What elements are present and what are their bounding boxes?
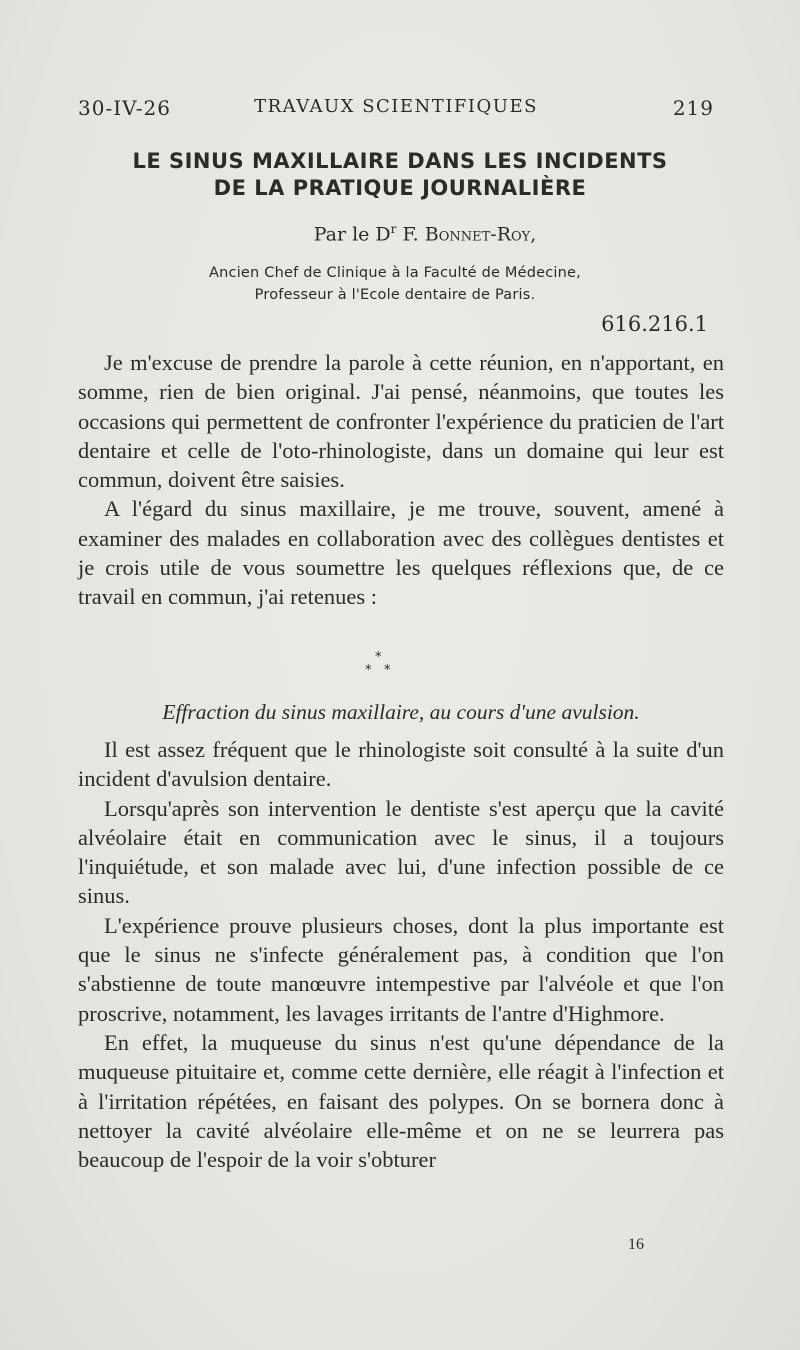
author-affiliation (80, 262, 710, 306)
page-number: 219 (672, 96, 714, 120)
asterism-star: * (365, 663, 372, 678)
affiliation-line-2: Professeur à l'Ecole dentaire de Paris. (254, 287, 536, 303)
section-text (78, 735, 724, 1174)
paragraph: Il est assez fréquent que le rhinologiste soit consulté à la suite d'un incident d'avulsion dentaire. (78, 737, 724, 792)
paragraph: Je m'excuse de prendre la parole à cette réunion, en n'apportant, en somme, rien de bien original. J'ai pensé, néanmoins, que toutes les occasions qui permettent de confronter l'expérience du praticien de l'art dentaire et celle de l'oto-rhinologiste, dans un domaine qui leur est commun, doivent être saisies. (78, 350, 724, 493)
issue-date: 30-IV-26 (78, 96, 171, 120)
article-title-line-1: LE SINUS MAXILLAIRE DANS LES INCIDENTS (132, 149, 668, 173)
paragraph: L'expérience prouve plusieurs choses, dont la plus importante est que le sinus ne s'infecte généralement pas, à condition que l'on s'abstienne de toute manœuvre intempestive par l'alvéole et que l'on proscrive, notamment, les lavages irritants de l'antre d'Highmore. (78, 912, 724, 1026)
section-heading: Effraction du sinus maxillaire, au cours d'une avulsion. (162, 700, 640, 724)
paragraph: En effet, la muqueuse du sinus n'est qu'une dépendance de la muqueuse pituitaire et, comme cette dernière, elle réagit à l'infection et à l'irritation répétées, en faisant des polypes. On se bornera donc à nettoyer la cavité alvéolaire elle-même et on ne se leurrera pas beaucoup de l'espoir de la voir s'obturer (78, 1029, 724, 1173)
byline-prefix: Par le D (313, 223, 391, 246)
intro-text (78, 348, 724, 612)
paragraph: A l'égard du sinus maxillaire, je me trouve, souvent, amené à examiner des malades en collaboration avec des collègues dentistes et je crois utile de vous soumettre les quelques réflexions que, de ce travail en commun, j'ai retenues : (78, 496, 724, 610)
paragraph: Lorsqu'après son intervention le dentiste s'est aperçu que la cavité alvéolaire était en communication avec le sinus, il a toujours l'inquiétude, et son malade avec lui, d'une infection possible de ce sinus. (78, 795, 724, 909)
article-title (60, 148, 740, 202)
asterism-divider (360, 650, 400, 684)
running-head (78, 96, 714, 126)
byline-superscript: r (390, 222, 397, 236)
classification-number: 616.216.1 (601, 312, 708, 336)
asterism-star: * (384, 663, 391, 678)
asterism-star: * (375, 650, 382, 665)
article-title-line-2: DE LA PRATIQUE JOURNALIÈRE (213, 176, 587, 200)
author-byline (60, 222, 790, 245)
affiliation-line-1: Ancien Chef de Clinique à la Faculté de Médecine, (209, 265, 581, 281)
signature-mark: 16 (628, 1236, 644, 1253)
author-name: F. Bonnet-Roy, (396, 223, 537, 246)
section-title: TRAVAUX SCIENTIFIQUES (254, 96, 538, 117)
